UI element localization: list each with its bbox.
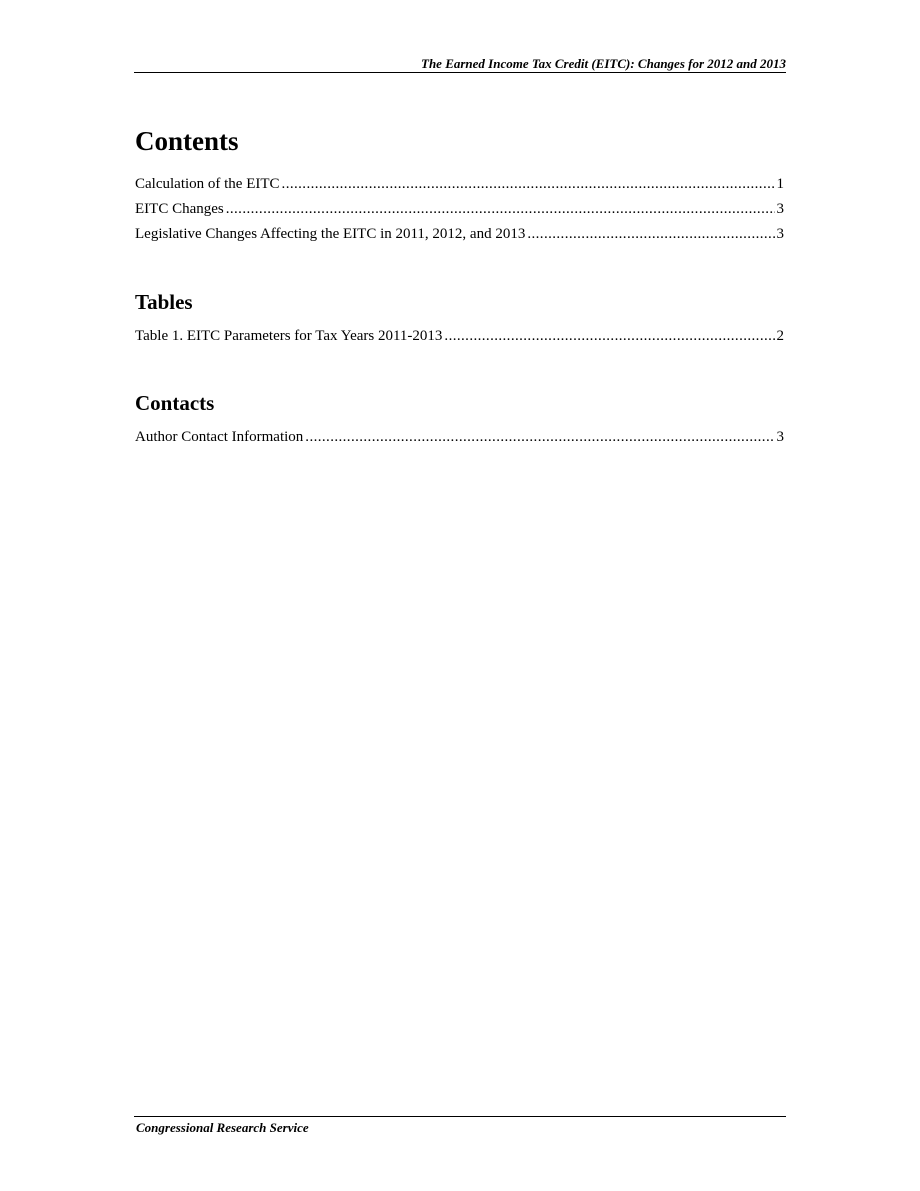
toc-entry-page: 3 (776, 226, 784, 242)
toc-entry-legislative-changes[interactable] (135, 226, 784, 251)
toc-entry-title: Table 1. EITC Parameters for Tax Years 2011-2013 (135, 328, 443, 344)
toc-entry-page: 3 (776, 201, 784, 217)
contents-heading: Contents (135, 126, 239, 156)
toc-entry-title: EITC Changes (135, 201, 224, 217)
toc-dot-leader (305, 429, 774, 446)
header-rule (134, 72, 786, 73)
toc-entry-page: 2 (776, 328, 784, 344)
toc-entry-eitc-changes[interactable] (135, 201, 784, 226)
toc-entry-author-contact[interactable] (135, 429, 784, 454)
toc-dot-leader (527, 226, 774, 243)
contacts-list (135, 429, 784, 454)
toc-entry-page: 3 (776, 429, 784, 445)
toc-entry-table-1[interactable] (135, 328, 784, 353)
footer-rule (134, 1116, 786, 1117)
tables-heading: Tables (135, 290, 193, 314)
toc-dot-leader (226, 201, 775, 218)
contacts-heading: Contacts (135, 391, 215, 415)
toc-entry-calculation-of-eitc[interactable] (135, 176, 784, 201)
running-footer-organization: Congressional Research Service (136, 1120, 309, 1135)
tables-list (135, 328, 784, 353)
toc-entry-title: Legislative Changes Affecting the EITC in 2011, 2012, and 2013 (135, 226, 526, 242)
running-header-title: The Earned Income Tax Credit (EITC): Changes for 2012 and 2013 (421, 56, 786, 71)
toc-entry-page: 1 (776, 176, 784, 192)
toc-entry-title: Calculation of the EITC (135, 176, 280, 192)
toc-dot-leader (282, 176, 775, 193)
contents-list (135, 176, 784, 251)
toc-dot-leader (444, 328, 774, 345)
toc-entry-title: Author Contact Information (135, 429, 304, 445)
